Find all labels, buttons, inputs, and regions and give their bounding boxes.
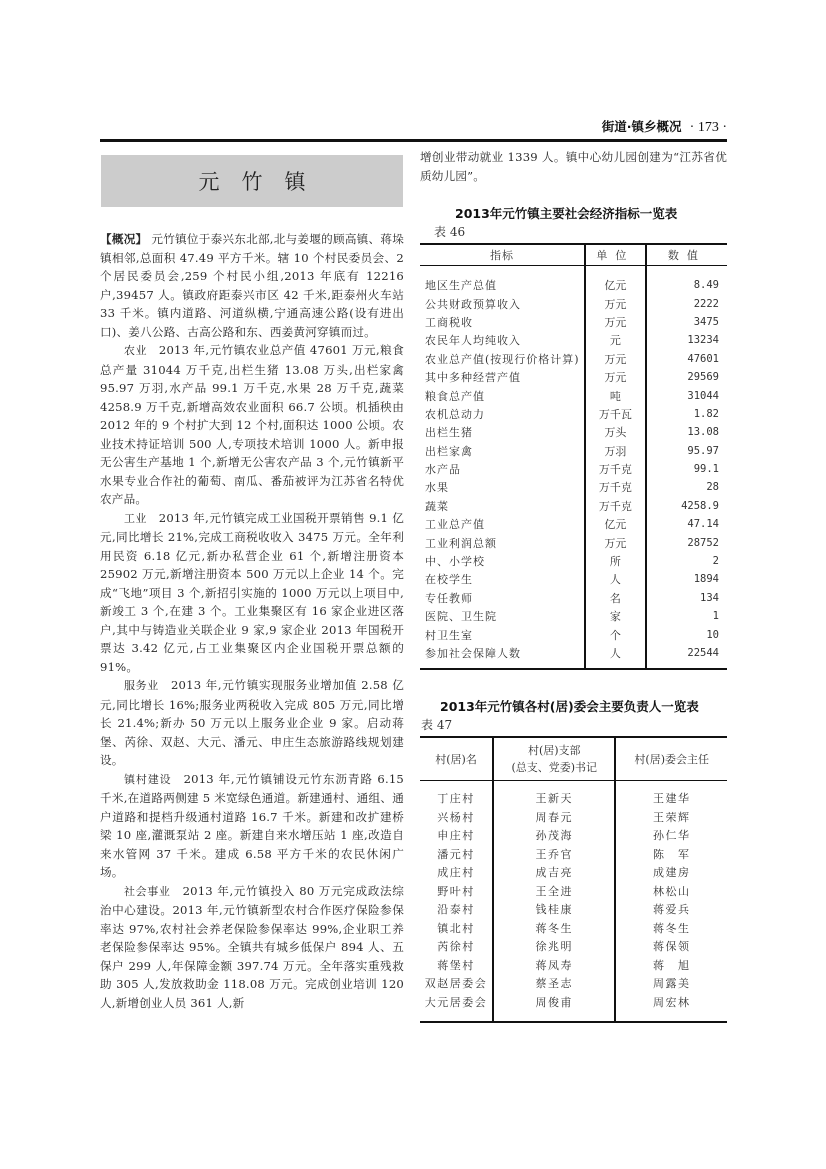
table46-title: 2013年元竹镇主要社会经济指标一览表 <box>455 206 678 221</box>
table-cell: 专任教师 <box>425 591 473 605</box>
village-leaders-table <box>420 736 727 1023</box>
table-cell: 沿泰村 <box>437 903 475 917</box>
table-cell: 万元 <box>585 533 646 551</box>
table-row <box>420 589 727 607</box>
agriculture-paragraph <box>100 341 404 509</box>
table-cell: 31044 <box>687 389 719 402</box>
table-cell: 粮食总产值 <box>425 389 485 403</box>
table-cell: 王乔官 <box>493 845 615 864</box>
section-keyword: 社会事业 <box>124 884 171 898</box>
table-cell: 95.97 <box>687 444 719 457</box>
table-cell: 蒋冬生 <box>652 921 691 935</box>
table-cell: 地区生产总值 <box>425 279 497 293</box>
table-cell: 3475 <box>693 315 719 328</box>
overview-paragraph <box>100 230 404 341</box>
table-cell: 农民年人均纯收入 <box>425 334 521 348</box>
table-row <box>420 552 727 570</box>
table-cell: 名 <box>585 589 646 607</box>
table-cell: 野叶村 <box>437 884 475 898</box>
table-row <box>420 331 727 349</box>
table-cell: 公共财政预算收入 <box>425 297 521 311</box>
table-cell: 周宏林 <box>615 993 727 1023</box>
table-cell: 其中多种经营产值 <box>425 371 521 385</box>
table-cell: 王新天 <box>493 789 615 808</box>
table-cell: 万千克 <box>585 460 646 478</box>
section-text: 2013 年,元竹镇铺设元竹东沥青路 6.15 千米,在道路两侧建 5 米宽绿色通道。新建通村、通组、通户道路和提档升级通村道路 16.7 千米。新建和改扩建桥梁 10 座,灌溉泵站 2 座。新建自来水增压站 1 座,改造自来水管网 37 千米。建成 6.58 平方千米的农民休闲广场。 <box>100 771 404 879</box>
table-cell: 医院、卫生院 <box>425 610 497 624</box>
table-cell: 8.49 <box>693 279 719 292</box>
table-row <box>420 533 727 551</box>
table-cell: 申庄村 <box>437 829 475 843</box>
table-cell: 2222 <box>693 297 719 310</box>
table-cell: 工业总产值 <box>425 518 485 532</box>
secretary-header-line1: 村(居)支部 <box>527 744 581 757</box>
table-row <box>420 808 727 827</box>
secretary-header-line2: (总支、党委)书记 <box>511 761 598 774</box>
section-text: 2013 年,元竹镇投入 80 万元完成政法综治中心建设。2013 年,元竹镇新型农村合作医疗保险参保率达 97%,农村社会养老保险参保率达 99%,企业职工养老保险参保率达 95%。全镇共有城乡低保户 894 人、五保户 299 人,年保障金额 397.74 万元。全年落实重残救助 305 人,发放救助金 118.08 万元。完成创业培训 120 人,新增创业人员 361 人,新 <box>100 883 404 1010</box>
section-keyword: 服务业 <box>124 679 159 692</box>
table-cell: 在校学生 <box>425 573 473 587</box>
table-row <box>420 607 727 625</box>
table-row <box>420 442 727 460</box>
section-keyword: 农业 <box>124 344 147 357</box>
table-cell: 周春元 <box>493 808 615 827</box>
table-cell: 参加社会保障人数 <box>420 644 585 669</box>
table-cell: 成吉亮 <box>493 863 615 882</box>
table-row <box>420 570 727 588</box>
services-paragraph <box>100 676 404 770</box>
table-cell: 10 <box>706 628 719 641</box>
table-row <box>420 294 727 312</box>
table-row <box>420 386 727 404</box>
table-cell: 22544 <box>646 644 727 669</box>
table-row <box>420 882 727 901</box>
section-keyword: 镇村建设 <box>124 772 172 786</box>
table-cell: 王荣辉 <box>652 810 691 824</box>
table-cell: 成建房 <box>652 866 691 880</box>
chapter-title-box <box>101 155 403 207</box>
table-cell: 个 <box>585 625 646 643</box>
table-cell: 出栏家禽 <box>425 444 473 458</box>
table-cell: 99.1 <box>693 463 719 476</box>
table-cell: 1.82 <box>693 407 719 420</box>
table-cell: 29569 <box>687 371 719 384</box>
table-cell: 兴杨村 <box>437 810 475 824</box>
table-cell: 出栏生猪 <box>425 426 473 440</box>
table-row <box>420 974 727 993</box>
table-cell: 芮徐村 <box>437 940 475 954</box>
table-cell: 水产品 <box>425 463 461 477</box>
spacer-cell <box>493 781 615 790</box>
spacer-cell <box>420 781 493 790</box>
table-row <box>420 515 727 533</box>
table47-number: 表 47 <box>421 718 453 732</box>
table-cell: 万千克 <box>585 497 646 515</box>
table-cell: 工业利润总额 <box>425 536 497 550</box>
table-row <box>420 478 727 496</box>
table-row <box>420 993 727 1023</box>
table-cell: 13.08 <box>687 426 719 439</box>
overview-label: 【概况】 <box>100 232 148 246</box>
table-row <box>420 625 727 643</box>
table-cell: 潘元村 <box>437 847 475 861</box>
table-header-row <box>420 244 727 266</box>
table-cell: 镇北村 <box>437 921 475 935</box>
table-row <box>420 405 727 423</box>
table-cell: 钱桂康 <box>493 900 615 919</box>
table-row <box>420 644 727 669</box>
table-cell: 蔡圣志 <box>493 974 615 993</box>
section-name: 街道·镇乡概况 <box>601 119 682 134</box>
column-header-value: 数值 <box>646 244 727 266</box>
table46-number: 表 46 <box>434 225 466 239</box>
table-cell: 王全进 <box>493 882 615 901</box>
table-row <box>420 937 727 956</box>
table-row <box>420 826 727 845</box>
table-cell: 47601 <box>687 352 719 365</box>
table-cell: 孙茂海 <box>493 826 615 845</box>
table-cell: 47.14 <box>687 518 719 531</box>
table-row <box>420 276 727 294</box>
table-cell: 28 <box>706 481 719 494</box>
table-cell: 万元 <box>585 368 646 386</box>
table-cell: 丁庄村 <box>437 792 475 806</box>
spacer-cell <box>420 266 585 277</box>
social-paragraph <box>100 882 404 1013</box>
table-cell: 4258.9 <box>681 499 719 512</box>
table-cell: 工商税收 <box>425 315 473 329</box>
chapter-title: 元竹镇 <box>198 170 328 194</box>
column-header-director: 村(居)委会主任 <box>615 737 727 781</box>
table-cell: 1 <box>712 610 719 623</box>
table-cell: 村卫生室 <box>425 628 473 642</box>
spacer-cell <box>615 781 727 790</box>
table-cell: 吨 <box>585 386 646 404</box>
table-cell: 成庄村 <box>437 866 475 880</box>
table-cell: 蒋堡村 <box>437 958 475 972</box>
table-cell: 元 <box>585 331 646 349</box>
table-cell: 农机总动力 <box>425 407 485 421</box>
table-cell: 双赵居委会 <box>424 977 488 991</box>
table-cell: 蒋凤寿 <box>493 956 615 975</box>
table-cell: 万千克 <box>585 478 646 496</box>
table-cell: 万元 <box>585 350 646 368</box>
table47-title: 2013年元竹镇各村(居)委会主要负责人一览表 <box>440 699 699 714</box>
column-header-indicator: 指标 <box>420 244 585 266</box>
table-cell: 134 <box>700 591 719 604</box>
table-cell: 家 <box>585 607 646 625</box>
table-cell: 万千瓦 <box>585 405 646 423</box>
table-row <box>420 900 727 919</box>
table-cell: 孙仁华 <box>652 829 691 843</box>
table-cell: 林松山 <box>652 884 691 898</box>
table-cell: 万羽 <box>585 442 646 460</box>
table-cell: 万元 <box>585 313 646 331</box>
section-text: 2013 年,元竹镇完成工业国税开票销售 9.1 亿元,同比增长 21%,完成工商税收收入 3475 万元。全年利用民资 6.18 亿元,新办私营企业 61 个,新增注册资本 25902 万元,新增注册资本 500 万元以上企业 14 个。完成“飞地”项目 3 个,新招引实施的 1000 万元以上项目中,新竣工 3 个,在建 3 个。工业集聚区有 16 家企业进区落户,其中与铸造业关联企业 9 家,9 家企业 2013 年国税开票达 3.42 亿元,占工业集聚区内企业国税开票总额的 91%。 <box>100 510 404 674</box>
table-row <box>420 460 727 478</box>
table-row <box>420 863 727 882</box>
header-rule <box>100 139 727 142</box>
table-row <box>420 350 727 368</box>
table-cell: 蒋爱兵 <box>652 903 691 917</box>
table-cell: 万元 <box>585 294 646 312</box>
spacer-row <box>420 266 727 277</box>
table-cell: 亿元 <box>585 515 646 533</box>
table-row <box>420 845 727 864</box>
table-cell: 万头 <box>585 423 646 441</box>
table-cell: 农业总产值(按现行价格计算) <box>425 352 580 366</box>
right-column-continuation <box>420 148 727 185</box>
table-row <box>420 497 727 515</box>
table-cell: 中、小学校 <box>425 555 485 569</box>
table-cell: 人 <box>585 570 646 588</box>
table-cell: 周露美 <box>652 977 691 991</box>
table-cell: 徐兆明 <box>493 937 615 956</box>
table-cell: 13234 <box>687 334 719 347</box>
section-text: 2013 年,元竹镇农业总产值 47601 万元,粮食总产量 31044 万千克,出栏生猪 13.08 万头,出栏家禽 95.97 万羽,水产品 99.1 万千克,水果 28 万千克,蔬菜 4258.9 万千克,新增高效农业面积 66.7 公顷。机插秧由 2012 年的 9 个村扩大到 12 个村,面积达 1000 公顷。农业技术持证培训 500 人,专项技术培训 1000 人。新申报无公害生产基地 1 个,新增无公害农产品 3 个,元竹镇新平水果专业合作社的葡萄、南瓜、番茄被评为江苏省名特优农产品。 <box>100 343 404 506</box>
table-cell: 1894 <box>693 573 719 586</box>
table-cell: 蒋 旭 <box>652 958 691 972</box>
continuation-text: 增创业带动就业 1339 人。镇中心幼儿园创建为“江苏省优质幼儿园”。 <box>420 150 727 183</box>
left-column <box>100 230 404 1012</box>
table-cell: 水果 <box>425 481 449 495</box>
column-header-unit: 单位 <box>585 244 646 266</box>
spacer-cell <box>646 266 727 277</box>
table-row <box>420 919 727 938</box>
section-text: 2013 年,元竹镇实现服务业增加值 2.58 亿元,同比增长 16%;服务业两税收入完成 805 万元,同比增长 21.4%;新办 50 万元以上服务业企业 9 家。启动蒋堡、芮徐、双赵、大元、潘元、申庄生态旅游路线规划建设。 <box>100 678 404 767</box>
table-row <box>420 423 727 441</box>
section-keyword: 工业 <box>124 511 147 525</box>
table-cell: 周俊甫 <box>493 993 615 1023</box>
table-cell: 2 <box>712 555 719 568</box>
table-cell: 大元居委会 <box>420 993 493 1023</box>
page-number: · 173 · <box>689 120 727 135</box>
spacer-cell <box>585 266 646 277</box>
table-row <box>420 956 727 975</box>
industry-paragraph <box>100 509 404 677</box>
table-cell: 蒋保领 <box>652 940 691 954</box>
overview-text: 元竹镇位于泰兴东北部,北与姜堰的顾高镇、蒋垛镇相邻,总面积 47.49 平方千米。辖 10 个村民委员会、2 个居民委员会,259 个村民小组,2013 年底有 12216 户,39457 人。镇政府距泰兴市区 42 千米,距泰州火车站 33 千米。镇内道路、河道纵横,宁通高速公路(设有进出口)、姜八公路、古高公路和东、西姜黄河穿镇而过。 <box>100 232 404 339</box>
table-row <box>420 313 727 331</box>
spacer-row <box>420 781 727 790</box>
running-head <box>540 117 727 136</box>
table-cell: 人 <box>585 644 646 669</box>
table-cell: 王建华 <box>652 792 691 806</box>
table-cell: 蔬菜 <box>425 499 449 513</box>
table-row <box>420 368 727 386</box>
economic-indicators-table <box>420 243 727 670</box>
table-cell: 蒋冬生 <box>493 919 615 938</box>
column-header-village: 村(居)名 <box>420 737 493 781</box>
table-cell: 亿元 <box>585 276 646 294</box>
construction-paragraph <box>100 770 404 882</box>
table-cell: 陈 军 <box>652 847 691 861</box>
table-row <box>420 789 727 808</box>
table-cell: 所 <box>585 552 646 570</box>
table-header-row <box>420 737 727 781</box>
table-cell: 28752 <box>687 536 719 549</box>
column-header-secretary <box>493 737 615 781</box>
